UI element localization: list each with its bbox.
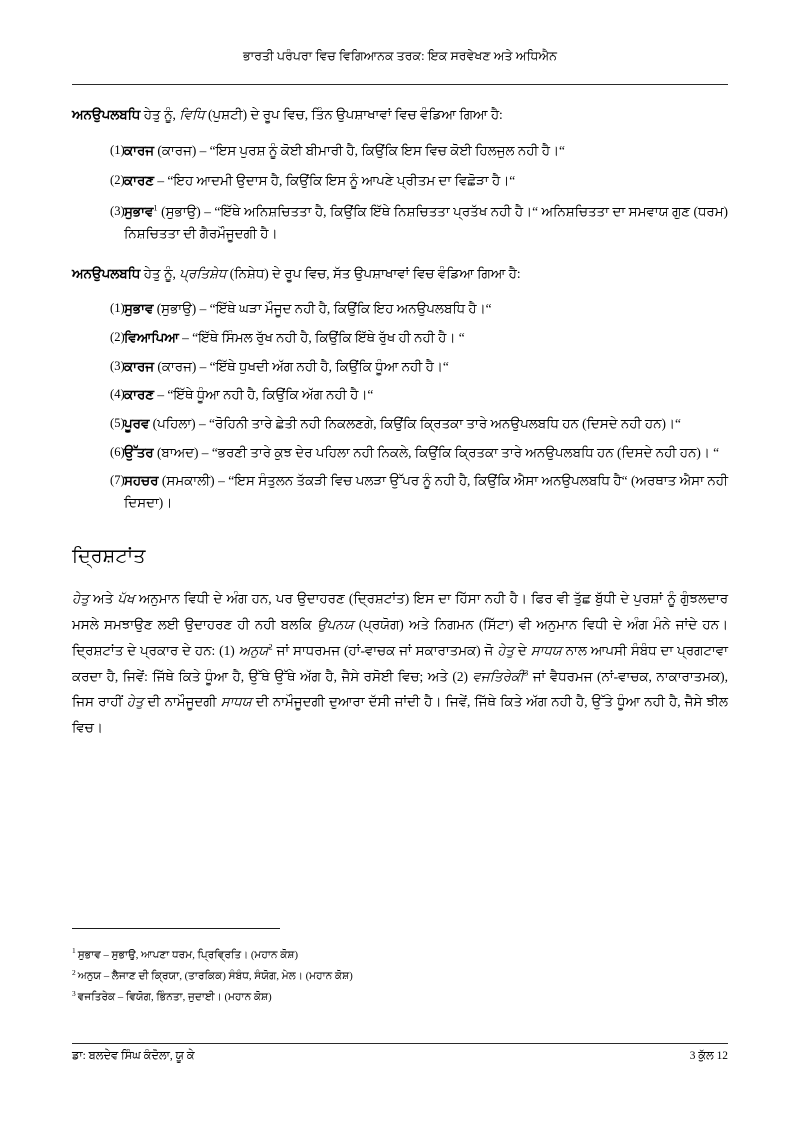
- footnote-item: [72, 969, 728, 984]
- footnote-item: [72, 948, 728, 963]
- section-two-lead-text-b: (ਨਿਸ਼ੇਧ) ਦੇ ਰੂਪ ਵਿਚ, ਸੱਤ ਉਪਸ਼ਾਖਾਵਾਂ ਵਿਚ ਵੰਡਿਆ ਗਿਆ ਹੈ:: [226, 265, 521, 281]
- footnote-marker: 3: [72, 988, 76, 998]
- footnote-text: ਅਨੁਯ – ਲੈਜਾਣ ਦੀ ਕ੍ਰਿਯਾ, (ਤਾਰਕਿਕ) ਸੰਬੰਧ, ਸੰਯੋਗ, ਮੇਲ। (ਮਹਾਨ ਕੋਸ਼): [77, 971, 353, 983]
- footer-author: ਡਾ: ਬਲਦੇਵ ਸਿੰਘ ਕੰਦੋਲਾ, ਯੂ ਕੇ: [72, 1050, 195, 1062]
- list-item-term: ਸੁਭਾਵ: [124, 301, 154, 317]
- paragraph-italic-term: ਸਾਧਯ: [530, 642, 562, 658]
- footnote-marker: 1: [72, 946, 76, 956]
- list-item-marker: (1): [110, 301, 125, 316]
- list-item-term: ਪੂਰਵ: [124, 416, 150, 432]
- list-item: [72, 201, 728, 244]
- list-item-text: [124, 201, 728, 244]
- list-item-text: [124, 170, 728, 192]
- paragraph-italic-term: ਹੇਤੁ: [72, 591, 89, 607]
- paragraph-text: ਅਤੇ: [88, 591, 118, 607]
- footnote-reference-1[interactable]: 1: [153, 202, 158, 213]
- list-item: [72, 170, 728, 192]
- list-item-text: [124, 140, 728, 162]
- paragraph-text: ਦੇ: [514, 642, 531, 658]
- list-item-term: ਕਾਰਜ: [124, 358, 155, 374]
- footnote-item: [72, 990, 728, 1005]
- paragraph-italic-term: ਉਪਨਯ: [316, 617, 354, 633]
- list-item-text: [124, 298, 728, 320]
- section-two-lead-text-a: ਹੇਤੁ ਨੂੰ,: [140, 265, 180, 281]
- list-item-text: [124, 356, 728, 378]
- list-item-marker: (1): [110, 142, 125, 157]
- list-item-text: [124, 384, 728, 406]
- paragraph-text: (ਪ੍ਰਯੋਗ) ਅਤੇ ਨਿਗਮਨ (ਸਿੱਟਾ) ਵੀ ਅਨੁਮਾਨ ਵਿਧੀ ਦੇ ਅੰਗ ਮੰਨੇ ਜਾਂਦੇ ਹਨ। ਦ੍ਰਿਸ਼ਟਾਂਤ ਦੇ ਪ੍ਰਕਾਰ ਦੇ ਹਨ: (1): [72, 617, 728, 658]
- section-two-lead: [72, 263, 728, 285]
- paragraph-italic-term: ਹੇਤੁ: [126, 694, 144, 710]
- page-footer: [72, 1050, 728, 1063]
- section-one-lead-text-b: (ਪੁਸ਼ਟੀ) ਦੇ ਰੂਪ ਵਿਚ, ਤਿੰਨ ਉਪਸ਼ਾਖਾਵਾਂ ਵਿਚ ਵੰਡਿਆ ਗਿਆ ਹੈ:: [204, 107, 503, 122]
- list-item-marker: (4): [110, 387, 125, 402]
- list-item-term: ਉੱਤਰ: [124, 444, 154, 460]
- list-item-body: (ਪਹਿਲਾ) – “ਰੋਹਿਨੀ ਤਾਰੇ ਛੇਤੀ ਨਹੀ ਨਿਕਲਣਗੇ, ਕਿਉਂਕਿ ਕ੍ਰਿਤਕਾ ਤਾਰੇ ਅਨਉਪਲਬਧਿ ਹਨ (ਦਿਸਦੇ ਨਹੀ ਹਨ)।“: [149, 416, 681, 432]
- paragraph-italic-term: ਪੱਖ: [117, 591, 135, 607]
- list-item-text: [124, 442, 728, 464]
- list-item-body: (ਬਾਅਦ) – “ਭਰਣੀ ਤਾਰੇ ਕੁਝ ਦੇਰ ਪਹਿਲਾ ਨਹੀ ਨਿਕਲੇ, ਕਿਉਂਕਿ ਕ੍ਰਿਤਕਾ ਤਾਰੇ ਅਨਉਪਲਬਧਿ ਹਨ (ਦਿਸਦੇ ਨਹੀ ਹਨ)। “: [153, 444, 720, 460]
- list-item-marker: (3): [110, 358, 125, 373]
- list-item: [72, 298, 728, 320]
- list-item-body: (ਸੁਭਾਉ) – “ਇੱਥੇ ਘੜਾ ਮੌਜੂਦ ਨਹੀ ਹੈ, ਕਿਉਂਕਿ ਇਹ ਅਨਉਪਲਬਧਿ ਹੈ।“: [153, 301, 492, 317]
- list-item-marker: (7): [110, 473, 125, 488]
- paragraph-text: ਜਾਂ ਸਾਧਰਮਜ (ਹਾਂ-ਵਾਚਕ ਜਾਂ ਸਕਾਰਾਤਮਕ) ਜੋ: [272, 642, 498, 658]
- page-content: [72, 104, 728, 741]
- list-item-body: – “ਇੱਥੇ ਧੂੰਆ ਨਹੀ ਹੈ, ਕਿਉਂਕਿ ਅੱਗ ਨਹੀ ਹੈ।“: [153, 387, 374, 403]
- list-item-term: ਕਾਰਣ: [124, 387, 154, 403]
- footnote-reference-3[interactable]: 3: [524, 667, 529, 678]
- section-three-paragraph: [72, 586, 728, 740]
- list-item-text: [124, 327, 728, 349]
- paragraph-italic-term: ਹੇਤੁ: [497, 642, 515, 658]
- paragraph-text: ਨਾਲ ਆਪਸੀ ਸੰਬੰਧ ਦਾ ਪ੍ਰਗਟਾਵਾ ਕਰਦਾ ਹੈ, ਜਿਵੇਂ: ਜਿੱਥੇ ਕਿਤੇ ਧੂੰਆ ਹੈ, ਉੱਥੇ ਉੱਥੇ ਅੱਗ ਹੈ, ਜੈਸੇ ਰਸੋਈ ਵਿਚ; ਅਤੇ (2): [72, 642, 728, 684]
- list-item-body: – “ਇਹ ਆਦਮੀ ਉਦਾਸ ਹੈ, ਕਿਉਂਕਿ ਇਸ ਨੂੰ ਆਪਣੇ ਪ੍ਰੀਤਮ ਦਾ ਵਿਛੋੜਾ ਹੈ।“: [153, 173, 516, 189]
- list-item: [72, 327, 728, 349]
- footer-page-number: 3 ਕੁੱਲ 12: [689, 1050, 728, 1062]
- paragraph-text: ਦੀ ਨਾਮੌਜੂਦਗੀ: [143, 694, 221, 710]
- list-item-term: ਸਹਚਰ: [124, 473, 159, 489]
- section-two-list: [72, 298, 728, 514]
- list-item: [72, 470, 728, 513]
- list-item: [72, 413, 728, 435]
- section-two-lead-italic: ਪ੍ਰਤਿਸ਼ੇਧ: [179, 265, 227, 281]
- footnote-divider: [72, 928, 280, 929]
- list-item: [72, 356, 728, 378]
- paragraph-text: ਅਨੁਮਾਨ ਵਿਧੀ ਦੇ ਅੰਗ ਹਨ, ਪਰ ਉਦਾਹਰਣ (ਦ੍ਰਿਸ਼ਟਾਂਤ) ਇਸ ਦਾ ਹਿੱਸਾ ਨਹੀ ਹੈ। ਫਿਰ ਵੀ ਤੁੱਛ ਬੁੱਧੀ ਦੇ ਪੁਰਸ਼ਾਂ ਨੂੰ ਗੁੰਝਲਦਾਰ ਮਸਲੇ ਸਮਝਾਉਣ ਲਈ ਉਦਾਹਰਣ ਹੀ ਨਹੀ ਬਲਕਿ: [72, 591, 728, 633]
- section-one-lead-term: ਅਨਉਪਲਬਧਿ: [72, 107, 141, 122]
- list-item-term: ਕਾਰਜ: [124, 142, 155, 158]
- footnote-text: ਸੁਭਾਵ – ਸੁਭਾਉ, ਆਪਣਾ ਧਰਮ, ਪ੍ਰਿਵ੍ਰਿਤਿ। (ਮਹਾਨ ਕੋਸ਼): [77, 950, 298, 961]
- list-item-term: ਵਿਆਪਿਆ: [124, 329, 179, 345]
- list-item-text: [124, 413, 728, 435]
- list-item-body: (ਸਮਕਾਲੀ) – “ਇਸ ਸੰਤੁਲਨ ਤੱਕੜੀ ਵਿਚ ਪਲੜਾ ਉੱਪਰ ਨੂੰ ਨਹੀ ਹੈ, ਕਿਉਂਕਿ ਐਸਾ ਅਨਉਪਲਬਧਿ ਹੈ“ (ਅਰਥਾਤ ਐਸਾ ਨਹੀ ਦਿਸਦਾ)।: [124, 473, 728, 511]
- section-one-lead-text-a: ਹੇਤੁ ਨੂੰ,: [140, 107, 180, 122]
- list-item-body: (ਕਾਰਜ) – “ਇਸ ਪੁਰਸ਼ ਨੂੰ ਕੋਈ ਬੀਮਾਰੀ ਹੈ, ਕਿਉਂਕਿ ਇਸ ਵਿਚ ਕੋਈ ਹਿਲਜੁਲ ਨਹੀ ਹੈ।“: [154, 142, 565, 158]
- list-item-body: (ਸੁਭਾਉ) – “ਇੱਥੇ ਅਨਿਸ਼ਚਿਤਤਾ ਹੈ, ਕਿਉਂਕਿ ਇੱਥੇ ਨਿਸ਼ਚਿਤਤਾ ਪ੍ਰਤੱਖ ਨਹੀ ਹੈ।“ ਅਨਿਸ਼ਚਿਤਤਾ ਦਾ ਸਮਵਾਯ ਗੁਣ (ਧਰਮ) ਨਿਸ਼ਚਿਤਤਾ ਦੀ ਗੈਰਮੌਜੂਦਗੀ ਹੈ।: [124, 204, 728, 241]
- footnote-text: ਵਜਤਿਰੇਕ – ਵਿਯੋਗ, ਭਿੰਨਤਾ, ਜੁਦਾਈ। (ਮਹਾਨ ਕੋਸ਼): [77, 992, 272, 1004]
- list-item-body: (ਕਾਰਜ) – “ਇੱਥੇ ਧੁਖਦੀ ਅੱਗ ਨਹੀ ਹੈ, ਕਿਉਂਕਿ ਧੂੰਆ ਨਹੀ ਹੈ।“: [154, 358, 449, 374]
- list-item: [72, 384, 728, 406]
- section-one-lead: [72, 104, 728, 126]
- list-item-marker: (3): [110, 204, 125, 219]
- footnote-marker: 2: [72, 967, 76, 977]
- list-item-term: ਕਾਰਣ: [124, 173, 154, 189]
- paragraph-italic-term: ਸਾਧਯ: [220, 694, 252, 710]
- list-item-marker: (5): [110, 416, 125, 431]
- list-item-term: ਸੁਭਾਵ: [124, 204, 154, 220]
- paragraph-italic-term: ਵਜਤਿਰੇਕੀ: [472, 668, 524, 684]
- list-item-text: [124, 470, 728, 513]
- running-header: ਭਾਰਤੀ ਪਰੰਪਰਾ ਵਿਚ ਵਿਗਿਆਨਕ ਤਰਕ: ਇਕ ਸਰਵੇਖਣ ਅਤੇ ਅਧਿਐਨ: [243, 49, 557, 63]
- list-item-marker: (2): [110, 173, 125, 188]
- header-divider: [72, 84, 728, 85]
- paragraph-italic-term: ਅਨੁਯ: [238, 642, 269, 658]
- paragraph-text: ਦੀ ਨਾਮੌਜੂਦਗੀ ਦੁਆਰਾ ਦੱਸੀ ਜਾਂਦੀ ਹੈ। ਜਿਵੇਂ, ਜਿੱਥੇ ਕਿਤੇ ਅੱਗ ਨਹੀ ਹੈ, ਉੱਤੇ ਧੂੰਆ ਨਹੀ ਹੈ, ਜੈਸੇ ਝੀਲ ਵਿਚ।: [72, 694, 728, 736]
- list-item-body: – “ਇੱਥੇ ਸਿੰਮਲ ਰੁੱਖ ਨਹੀ ਹੈ, ਕਿਉਂਕਿ ਇੱਥੇ ਰੁੱਖ ਹੀ ਨਹੀ ਹੈ। “: [178, 329, 465, 345]
- section-two-lead-term: ਅਨਉਪਲਬਧਿ: [72, 265, 141, 281]
- section-one-list: [72, 140, 728, 245]
- footnote-area: [72, 928, 728, 1011]
- list-item: [72, 140, 728, 162]
- paragraph-text: ਜਾਂ ਵੈਧਰਮਜ (ਨਾਂ-ਵਾਚਕ, ਨਾਕਾਰਾਤਮਕ), ਜਿਸ ਰਾਹੀਂ: [72, 668, 728, 710]
- list-item: [72, 442, 728, 464]
- section-heading-dristant: ਦ੍ਰਿਸ਼ਟਾਂਤ: [72, 545, 146, 567]
- section-one-lead-italic: ਵਿਧਿ: [179, 107, 205, 122]
- list-item-marker: (2): [110, 329, 125, 344]
- footnote-reference-2[interactable]: 2: [268, 641, 273, 652]
- list-item-marker: (6): [110, 444, 125, 459]
- footer-divider: [72, 1043, 728, 1044]
